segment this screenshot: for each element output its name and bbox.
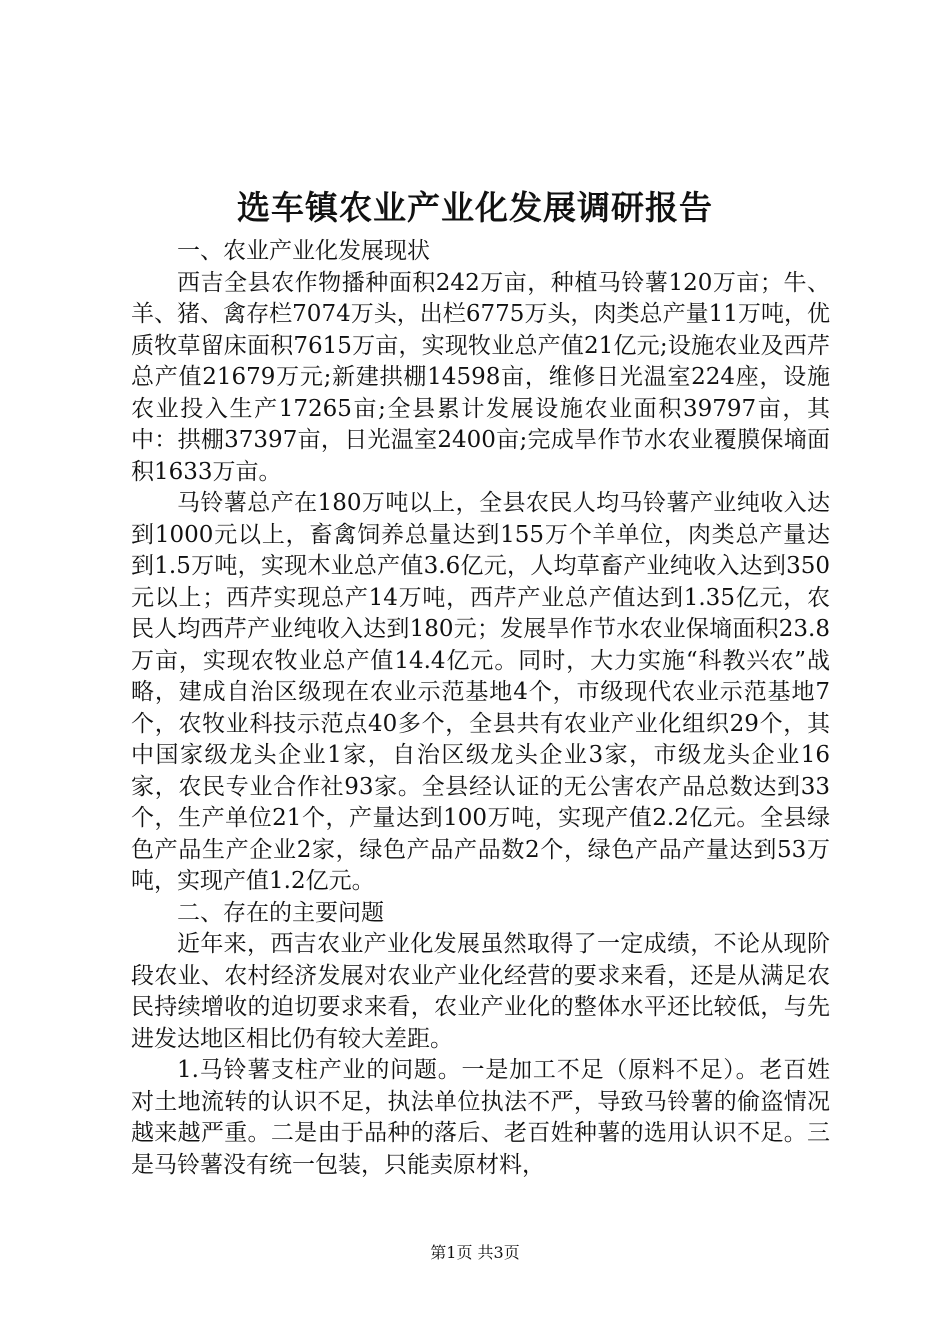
- section-heading: 一、农业产业化发展现状: [177, 238, 430, 264]
- document-title: 选车镇农业产业化发展调研报告: [237, 188, 713, 227]
- document-body: [131, 236, 830, 1181]
- section-problems: [131, 898, 830, 1182]
- paragraph: 马铃薯总产在180万吨以上，全县农民人均马铃薯产业纯收入达到1000元以上，畜禽饲养总量达到155万个羊单位，肉类总产量达到1.5万吨，实现木业总产值3.6亿元，人均草畜产业纯收入达到350元以上；西芹实现总产14万吨，西芹产业总产值达到1.35亿元，农民人均西芹产业纯收入达到180元；发展旱作节水农业保墒面积23.8万亩，实现农牧业总产值14.4亿元。同时，大力实施“科教兴农”战略，建成自治区级现在农业示范基地4个，市级现代农业示范基地7个，农牧业科技示范点40多个，全县共有农业产业化组织29个，其中国家级龙头企业1家，自治区级龙头企业3家，市级龙头企业16家，农民专业合作社93家。全县经认证的无公害农产品总数达到33个，生产单位21个，产量达到100万吨，实现产值2.2亿元。全县绿色产品生产企业2家，绿色产品产品数2个，绿色产品产量达到53万吨，实现产值1.2亿元。: [131, 490, 830, 894]
- paragraph: 西吉全县农作物播种面积242万亩，种植马铃薯120万亩；牛、羊、猪、禽存栏7074万头，出栏6775万头，肉类总产量11万吨，优质牧草留床面积7615万亩，实现牧业总产值21亿元;设施农业及西芹总产值21679万元;新建拱棚14598亩，维修日光温室224座，设施农业投入生产17265亩;全县累计发展设施农业面积39797亩，其中：拱棚37397亩，日光温室2400亩;完成旱作节水农业覆膜保墒面积1633万亩。: [131, 269, 830, 485]
- paragraph: 近年来，西吉农业产业化发展虽然取得了一定成绩，不论从现阶段农业、农村经济发展对农业产业化经营的要求来看，还是从满足农民持续增收的迫切要求来看，农业产业化的整体水平还比较低，与先进发达地区相比仍有较大差距。: [131, 931, 830, 1052]
- section-status: [131, 236, 830, 898]
- paragraph: 1.马铃薯支柱产业的问题。一是加工不足（原料不足）。老百姓对土地流转的认识不足，执法单位执法不严，导致马铃薯的偷盗情况越来越严重。二是由于品种的落后、老百姓种薯的选用认识不足。三是马铃薯没有统一包装，只能卖原材料，: [131, 1057, 830, 1178]
- section-heading: 二、存在的主要问题: [177, 899, 384, 926]
- page-footer: 第1页 共3页: [430, 1243, 520, 1262]
